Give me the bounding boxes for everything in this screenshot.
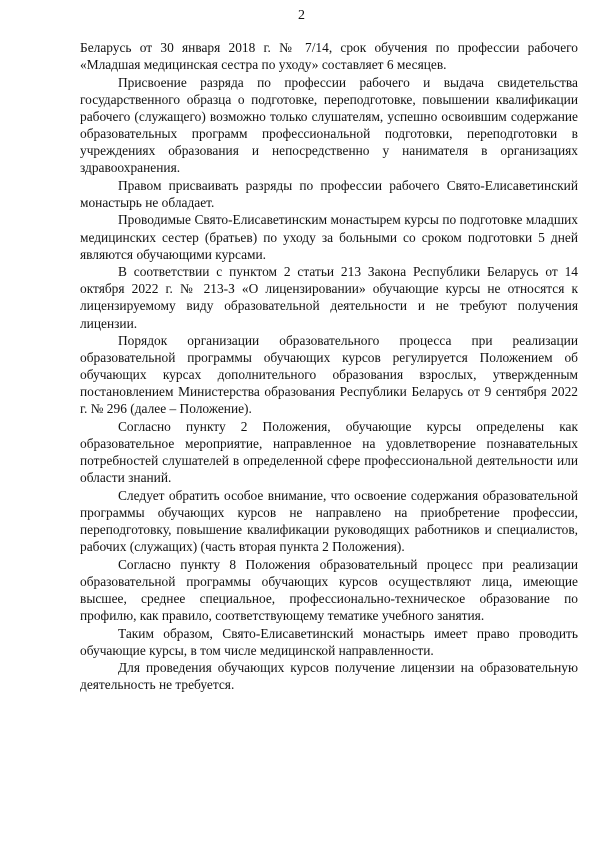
paragraph-courses-description: Проводимые Свято-Елисаветинским монастырем курсы по подготовке младших медицинских сестер (братьев) по уходу за больными со сроком подготовки 5 дней являются обучающими курсами. [80,212,578,262]
document-body [80,39,578,694]
page-number: 2 [298,8,305,23]
paragraph-qualification-rank: Присвоение разряда по профессии рабочего и выдача свидетельства государственного образца о подготовке, переподготовке, повышении квалификации рабочего (служащего) возможно только слушателям, успешно освоившим содержание образовательных программ профессиональной подготовки, переподготовки в учреждениях образования и непосредственно у нанимателя в организациях здравоохранения. [80,74,578,176]
paragraph-continuation: Беларусь от 30 января 2018 г. № 7/14, срок обучения по профессии рабочего «Младшая медицинская сестра по уходу» составляет 6 месяцев. [80,40,578,73]
paragraph-no-rank-right: Правом присваивать разряды по профессии рабочего Свято-Елисаветинский монастырь не обладает. [80,177,578,210]
paragraph-licensing-law: В соответствии с пунктом 2 статьи 213 Закона Республики Беларусь от 14 октября 2022 г. № 213-З «О лицензировании» обучающие курсы не относятся к лицензируемому виду образовательной деятельности и не требуют получения лицензии. [80,264,578,331]
paragraph-teachers: Согласно пункту 8 Положения образовательный процесс при реализации образовательной программы обучающих курсов осуществляют лица, имеющие высшее, среднее специальное, профессионально-техническое образование по профилю, как правило, соответствующему тематике учебного занятия. [80,556,578,624]
paragraph-no-license-needed: Для проведения обучающих курсов получение лицензии на образовательную деятельность не требуется. [80,660,578,693]
paragraph-courses-definition: Согласно пункту 2 Положения, обучающие курсы определены как образовательное мероприятие, направленное на удовлетворение познавательных потребностей слушателей в определенной сфере профессиональной деятельности или области знаний. [80,419,578,486]
paragraph-special-attention: Следует обратить особое внимание, что освоение содержания образовательной программы обучающих курсов не направлено на приобретение профессии, переподготовку, повышение квалификации руководящих работников и специалистов, рабочих (служащих) (часть вторая пункта 2 Положения). [80,487,578,555]
paragraph-conclusion: Таким образом, Свято-Елисаветинский монастырь имеет право проводить обучающие курсы, в том числе медицинской направленности. [80,625,578,658]
paragraph-regulation: Порядок организации образовательного процесса при реализации образовательной программы обучающих курсов регулируется Положением об обучающих курсах дополнительного образования взрослых, утвержденным постановлением Министерства образования Республики Беларусь от 9 сентября 2022 г. № 296 (далее – Положение). [80,333,578,417]
